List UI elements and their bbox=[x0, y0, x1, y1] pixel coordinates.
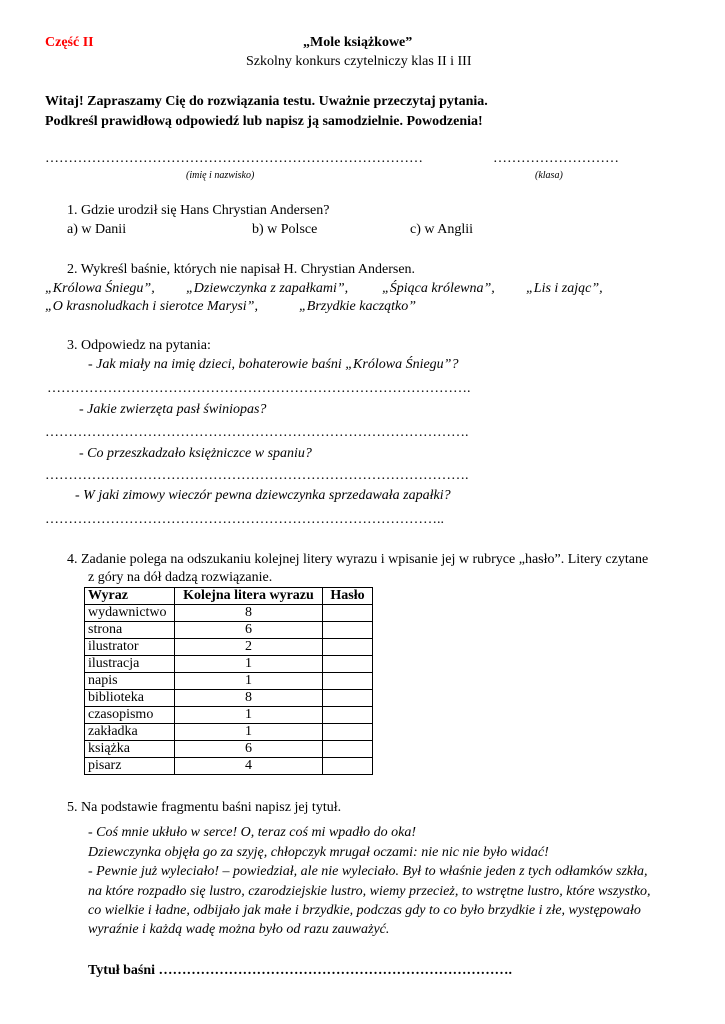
tale-option[interactable]: „Królowa Śniegu”, bbox=[45, 281, 155, 296]
table-row bbox=[85, 639, 373, 656]
letter-number-cell: 6 bbox=[175, 741, 323, 758]
title-answer-label: Tytuł baśni bbox=[88, 963, 156, 978]
excerpt-line: co wielkie i ładne, odbijało jak małe i brzydkie, podczas gdy to co było brzydkie i złe, występowało bbox=[88, 903, 641, 918]
page-subtitle: Szkolny konkurs czytelniczy klas II i III bbox=[246, 54, 472, 69]
tale-option[interactable]: „Śpiąca królewna”, bbox=[382, 281, 495, 296]
password-cell[interactable] bbox=[323, 639, 373, 656]
column-header-word: Wyraz bbox=[85, 588, 175, 605]
table-row bbox=[85, 605, 373, 622]
question-5: 5. Na podstawie fragmentu baśni napisz jej tytuł. bbox=[67, 800, 342, 815]
password-cell[interactable] bbox=[323, 673, 373, 690]
word-cell: zakładka bbox=[85, 724, 175, 741]
word-cell: biblioteka bbox=[85, 690, 175, 707]
name-field[interactable]: ……………………………………………………………………… bbox=[45, 151, 423, 166]
password-cell[interactable] bbox=[323, 758, 373, 775]
question-2: 2. Wykreśl baśnie, których nie napisał H. Chrystian Andersen. bbox=[67, 262, 416, 277]
column-header-letter: Kolejna litera wyrazu bbox=[175, 588, 323, 605]
word-cell: wydawnictwo bbox=[85, 605, 175, 622]
answer-option-b[interactable]: b) w Polsce bbox=[252, 222, 318, 237]
answer-line[interactable]: ………………………………………………………………………………. bbox=[47, 381, 471, 396]
title-answer-field[interactable]: …………………………………………………………………. bbox=[158, 963, 513, 978]
password-cell[interactable] bbox=[323, 707, 373, 724]
table-row bbox=[85, 690, 373, 707]
password-cell[interactable] bbox=[323, 656, 373, 673]
question-4: 4. Zadanie polega na odszukaniu kolejnej litery wyrazu i wpisanie jej w rubryce „hasło”. Litery czytane bbox=[67, 552, 649, 567]
word-cell: ilustracja bbox=[85, 656, 175, 673]
class-caption: (klasa) bbox=[535, 170, 563, 181]
letter-number-cell: 2 bbox=[175, 639, 323, 656]
table-row bbox=[85, 758, 373, 775]
table-row bbox=[85, 707, 373, 724]
password-cell[interactable] bbox=[323, 724, 373, 741]
password-cell[interactable] bbox=[323, 605, 373, 622]
column-header-password: Hasło bbox=[323, 588, 373, 605]
answer-line[interactable]: ………………………………………………………………………………. bbox=[45, 468, 469, 483]
answer-option-c[interactable]: c) w Anglii bbox=[410, 222, 473, 237]
table-header-row bbox=[85, 588, 373, 605]
excerpt-line: na które rozpadło się lustro, czarodziejskie lustro, wiemy przecież, to wstrętne lustro, które wszystko, bbox=[88, 884, 651, 899]
page-title: „Mole książkowe” bbox=[303, 35, 413, 50]
sub-question: - Jak miały na imię dzieci, bohaterowie baśni „Królowa Śniegu”? bbox=[88, 357, 459, 372]
answer-line[interactable]: ………………………………………………………………………………. bbox=[45, 425, 469, 440]
tale-option[interactable]: „Brzydkie kaczątko” bbox=[299, 299, 417, 314]
sub-question: - Jakie zwierzęta pasł świniopas? bbox=[79, 402, 267, 417]
excerpt-line: Dziewczynka objęła go za szyję, chłopczyk mrugał oczami: nie nic nie było widać! bbox=[88, 845, 549, 860]
word-cell: strona bbox=[85, 622, 175, 639]
word-cell: ilustrator bbox=[85, 639, 175, 656]
letter-number-cell: 8 bbox=[175, 605, 323, 622]
password-cell[interactable] bbox=[323, 622, 373, 639]
intro-line-1: Witaj! Zapraszamy Cię do rozwiązania testu. Uważnie przeczytaj pytania. bbox=[45, 94, 488, 109]
excerpt-line: - Coś mnie ukłuło w serce! O, teraz coś mi wpadło do oka! bbox=[88, 825, 417, 840]
letter-number-cell: 1 bbox=[175, 724, 323, 741]
word-cell: napis bbox=[85, 673, 175, 690]
tale-option[interactable]: „O krasnoludkach i sierotce Marysi”, bbox=[45, 299, 258, 314]
intro-line-2: Podkreśl prawidłową odpowiedź lub napisz ją samodzielnie. Powodzenia! bbox=[45, 114, 483, 129]
part-label: Część II bbox=[45, 35, 94, 50]
table-row bbox=[85, 724, 373, 741]
word-cell: czasopismo bbox=[85, 707, 175, 724]
password-cell[interactable] bbox=[323, 741, 373, 758]
class-field[interactable]: ……………………… bbox=[493, 151, 619, 166]
question-1: 1. Gdzie urodził się Hans Chrystian Andersen? bbox=[67, 203, 330, 218]
word-table bbox=[84, 587, 373, 775]
tale-option[interactable]: „Dziewczynka z zapałkami”, bbox=[186, 281, 349, 296]
answer-option-a[interactable]: a) w Danii bbox=[67, 222, 127, 237]
letter-number-cell: 1 bbox=[175, 673, 323, 690]
sub-question: - Co przeszkadzało księżniczce w spaniu? bbox=[79, 446, 312, 461]
name-caption: (imię i nazwisko) bbox=[186, 170, 255, 181]
letter-number-cell: 8 bbox=[175, 690, 323, 707]
answer-line[interactable]: ………………………………………………………………………….. bbox=[45, 512, 444, 527]
excerpt-line: wyraźnie i każdą wadę można było od razu zauważyć. bbox=[88, 922, 390, 937]
password-cell[interactable] bbox=[323, 690, 373, 707]
table-row bbox=[85, 673, 373, 690]
letter-number-cell: 4 bbox=[175, 758, 323, 775]
title-answer-row bbox=[88, 963, 512, 979]
letter-number-cell: 6 bbox=[175, 622, 323, 639]
letter-number-cell: 1 bbox=[175, 707, 323, 724]
table-row bbox=[85, 656, 373, 673]
word-cell: pisarz bbox=[85, 758, 175, 775]
sub-question: - W jaki zimowy wieczór pewna dziewczynka sprzedawała zapałki? bbox=[75, 488, 451, 503]
question-4-continued: z góry na dół dadzą rozwiązanie. bbox=[88, 570, 273, 585]
excerpt-line: - Pewnie już wyleciało! – powiedział, ale nie wyleciało. Był to właśnie jeden z tych odłamków szkła, bbox=[88, 864, 648, 879]
tale-option[interactable]: „Lis i zając”, bbox=[526, 281, 603, 296]
table-row bbox=[85, 622, 373, 639]
letter-number-cell: 1 bbox=[175, 656, 323, 673]
word-cell: książka bbox=[85, 741, 175, 758]
question-3: 3. Odpowiedz na pytania: bbox=[67, 338, 211, 353]
table-row bbox=[85, 741, 373, 758]
